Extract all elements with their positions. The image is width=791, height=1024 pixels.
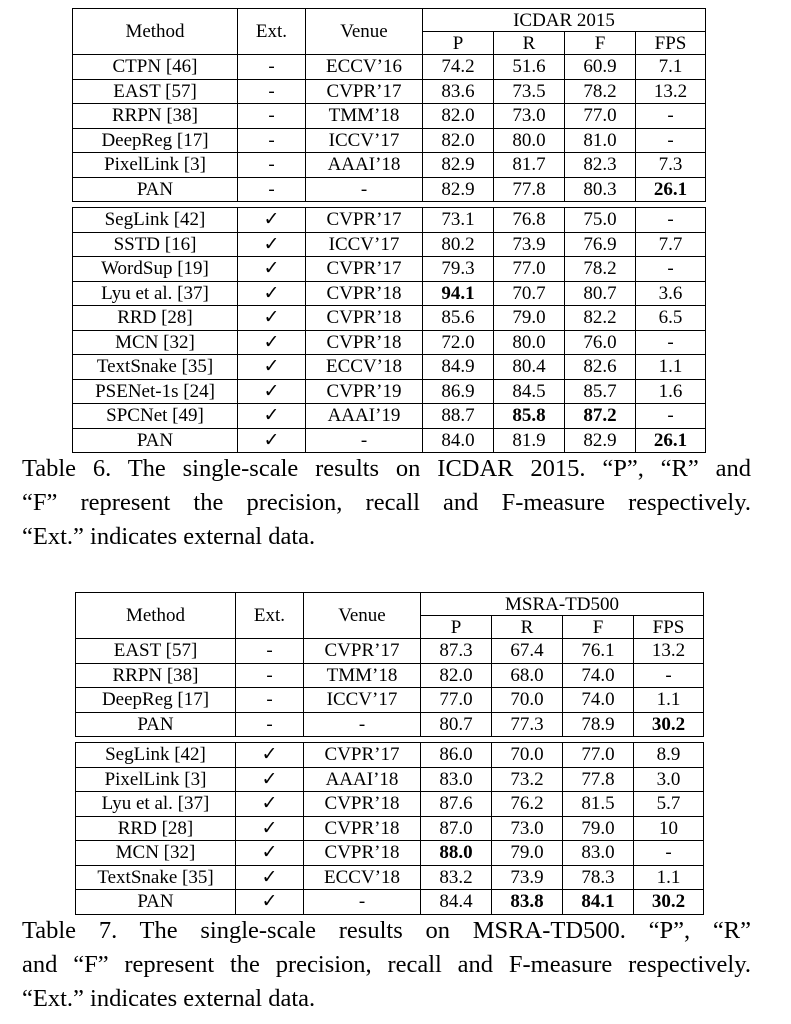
cell-venue: AAAI’19 [306, 404, 423, 429]
cell-venue: CVPR’18 [304, 841, 421, 866]
cell-f-measure: 80.7 [565, 281, 636, 306]
cell-recall: 79.0 [494, 306, 565, 331]
table-row [73, 104, 706, 129]
cell-fps: - [634, 663, 704, 688]
cell-fps: 3.6 [636, 281, 706, 306]
cell-precision: 82.0 [421, 663, 492, 688]
cell-precision: 87.6 [421, 792, 492, 817]
cell-method: DeepReg [17] [73, 128, 238, 153]
cell-venue: CVPR’17 [304, 743, 421, 768]
cell-method: PAN [73, 177, 238, 202]
table-group-ext [76, 743, 704, 915]
cell-precision: 88.0 [421, 841, 492, 866]
cell-f-measure: 76.1 [563, 639, 634, 664]
cell-f-measure: 60.9 [565, 55, 636, 80]
cell-fps: - [636, 128, 706, 153]
cell-f-measure: 78.3 [563, 865, 634, 890]
cell-recall: 73.2 [492, 767, 563, 792]
header-method: Method [76, 593, 236, 639]
cell-precision: 83.6 [423, 79, 494, 104]
cell-fps: 1.6 [636, 379, 706, 404]
cell-venue: CVPR’19 [306, 379, 423, 404]
cell-recall: 84.5 [494, 379, 565, 404]
table-row [73, 208, 706, 233]
table-row [73, 128, 706, 153]
cell-f-measure: 78.9 [563, 712, 634, 737]
table-group-ext [73, 208, 706, 453]
cell-precision: 77.0 [421, 688, 492, 713]
table-row [73, 330, 706, 355]
cell-fps: - [636, 257, 706, 282]
cell-f-measure: 82.6 [565, 355, 636, 380]
cell-precision: 87.0 [421, 816, 492, 841]
cell-recall: 81.7 [494, 153, 565, 178]
cell-precision: 72.0 [423, 330, 494, 355]
cell-recall: 83.8 [492, 890, 563, 915]
table-row [73, 177, 706, 202]
cell-f-measure: 85.7 [565, 379, 636, 404]
cell-recall: 76.8 [494, 208, 565, 233]
table-row [76, 816, 704, 841]
cell-recall: 73.9 [492, 865, 563, 890]
cell-precision: 82.9 [423, 177, 494, 202]
cell-precision: 85.6 [423, 306, 494, 331]
cell-precision: 84.0 [423, 428, 494, 453]
table-row [73, 257, 706, 282]
cell-fps: 3.0 [634, 767, 704, 792]
header-fps: FPS [636, 32, 706, 55]
cell-recall: 70.0 [492, 688, 563, 713]
cell-recall: 68.0 [492, 663, 563, 688]
cell-fps: 7.3 [636, 153, 706, 178]
table-row [76, 743, 704, 768]
table-row [76, 792, 704, 817]
table-row [76, 865, 704, 890]
cell-recall: 73.9 [494, 232, 565, 257]
cell-ext: ✓ [236, 865, 304, 890]
header-dataset: ICDAR 2015 [423, 9, 706, 32]
cell-f-measure: 74.0 [563, 663, 634, 688]
table-msra-td500 [75, 592, 704, 915]
cell-venue: ECCV’18 [304, 865, 421, 890]
cell-recall: 80.0 [494, 128, 565, 153]
table-row [73, 232, 706, 257]
cell-recall: 77.0 [494, 257, 565, 282]
cell-recall: 81.9 [494, 428, 565, 453]
cell-method: PAN [76, 712, 236, 737]
cell-recall: 79.0 [492, 841, 563, 866]
cell-ext: ✓ [238, 232, 306, 257]
table-row [76, 712, 704, 737]
cell-ext: ✓ [236, 743, 304, 768]
cell-method: WordSup [19] [73, 257, 238, 282]
cell-recall: 67.4 [492, 639, 563, 664]
cell-venue: CVPR’18 [304, 816, 421, 841]
cell-fps: 13.2 [634, 639, 704, 664]
cell-f-measure: 82.2 [565, 306, 636, 331]
cell-f-measure: 75.0 [565, 208, 636, 233]
cell-method: RRPN [38] [73, 104, 238, 129]
cell-f-measure: 77.8 [563, 767, 634, 792]
cell-fps: 1.1 [634, 865, 704, 890]
table-row [73, 428, 706, 453]
cell-precision: 74.2 [423, 55, 494, 80]
cell-method: RRD [28] [76, 816, 236, 841]
cell-fps: 30.2 [634, 890, 704, 915]
header-r: R [492, 616, 563, 639]
cell-venue: AAAI’18 [306, 153, 423, 178]
cell-method: MCN [32] [76, 841, 236, 866]
cell-venue: CVPR’17 [306, 79, 423, 104]
cell-method: EAST [57] [73, 79, 238, 104]
table-group-no-ext [76, 639, 704, 737]
header-p: P [423, 32, 494, 55]
table-row [73, 379, 706, 404]
cell-f-measure: 79.0 [563, 816, 634, 841]
cell-method: TextSnake [35] [76, 865, 236, 890]
cell-ext: ✓ [238, 379, 306, 404]
cell-f-measure: 77.0 [565, 104, 636, 129]
caption-line: “F” represent the precision, recall and F-measure respectively. [22, 489, 751, 516]
cell-fps: 1.1 [634, 688, 704, 713]
cell-f-measure: 80.3 [565, 177, 636, 202]
caption-line: “Ext.” indicates external data. [22, 523, 316, 550]
cell-precision: 82.0 [423, 104, 494, 129]
header-ext: Ext. [238, 9, 306, 55]
cell-f-measure: 81.5 [563, 792, 634, 817]
header-venue: Venue [306, 9, 423, 55]
cell-fps: 1.1 [636, 355, 706, 380]
cell-venue: - [304, 712, 421, 737]
cell-fps: 7.1 [636, 55, 706, 80]
cell-fps: 6.5 [636, 306, 706, 331]
cell-method: DeepReg [17] [76, 688, 236, 713]
cell-venue: - [306, 428, 423, 453]
cell-method: SegLink [42] [73, 208, 238, 233]
header-f: F [565, 32, 636, 55]
cell-f-measure: 77.0 [563, 743, 634, 768]
cell-fps: 13.2 [636, 79, 706, 104]
cell-venue: CVPR’17 [306, 257, 423, 282]
table-row [76, 767, 704, 792]
table-row [76, 688, 704, 713]
cell-method: Lyu et al. [37] [73, 281, 238, 306]
header-f: F [563, 616, 634, 639]
cell-precision: 88.7 [423, 404, 494, 429]
cell-ext: - [236, 712, 304, 737]
cell-ext: ✓ [238, 428, 306, 453]
header-fps: FPS [634, 616, 704, 639]
cell-method: MCN [32] [73, 330, 238, 355]
cell-venue: CVPR’18 [306, 306, 423, 331]
cell-method: SegLink [42] [76, 743, 236, 768]
cell-fps: 5.7 [634, 792, 704, 817]
cell-method: EAST [57] [76, 639, 236, 664]
cell-f-measure: 74.0 [563, 688, 634, 713]
cell-fps: 26.1 [636, 428, 706, 453]
cell-f-measure: 84.1 [563, 890, 634, 915]
cell-ext: - [236, 639, 304, 664]
cell-method: PixelLink [3] [73, 153, 238, 178]
cell-ext: ✓ [238, 208, 306, 233]
caption-line: Table 7. The single-scale results on MSRA-TD500. “P”, “R” [22, 917, 751, 944]
table-row [76, 841, 704, 866]
cell-f-measure: 76.0 [565, 330, 636, 355]
table-row [76, 663, 704, 688]
cell-f-measure: 83.0 [563, 841, 634, 866]
cell-venue: ECCV’18 [306, 355, 423, 380]
cell-recall: 80.0 [494, 330, 565, 355]
cell-ext: ✓ [236, 792, 304, 817]
cell-recall: 70.0 [492, 743, 563, 768]
cell-ext: ✓ [238, 257, 306, 282]
cell-recall: 70.7 [494, 281, 565, 306]
cell-venue: - [306, 177, 423, 202]
cell-venue: - [304, 890, 421, 915]
cell-ext: ✓ [238, 330, 306, 355]
cell-method: TextSnake [35] [73, 355, 238, 380]
cell-fps: 8.9 [634, 743, 704, 768]
cell-method: PAN [73, 428, 238, 453]
caption-line: “Ext.” indicates external data. [22, 985, 316, 1012]
cell-method: PixelLink [3] [76, 767, 236, 792]
cell-ext: - [238, 128, 306, 153]
caption-line: Table 6. The single-scale results on ICDAR 2015. “P”, “R” and [22, 455, 751, 482]
cell-ext: - [238, 177, 306, 202]
cell-recall: 77.3 [492, 712, 563, 737]
cell-fps: 26.1 [636, 177, 706, 202]
cell-precision: 80.2 [423, 232, 494, 257]
cell-fps: - [636, 404, 706, 429]
header-r: R [494, 32, 565, 55]
cell-venue: CVPR’18 [304, 792, 421, 817]
cell-ext: ✓ [238, 404, 306, 429]
cell-precision: 87.3 [421, 639, 492, 664]
table-row [73, 153, 706, 178]
cell-venue: CVPR’18 [306, 330, 423, 355]
cell-fps: - [634, 841, 704, 866]
cell-method: SPCNet [49] [73, 404, 238, 429]
cell-fps: 10 [634, 816, 704, 841]
cell-method: PAN [76, 890, 236, 915]
cell-precision: 86.9 [423, 379, 494, 404]
table-row [73, 79, 706, 104]
table-row [76, 639, 704, 664]
cell-venue: ECCV’16 [306, 55, 423, 80]
cell-venue: ICCV’17 [304, 688, 421, 713]
cell-f-measure: 87.2 [565, 404, 636, 429]
cell-method: PSENet-1s [24] [73, 379, 238, 404]
cell-ext: - [238, 79, 306, 104]
cell-recall: 76.2 [492, 792, 563, 817]
cell-fps: - [636, 330, 706, 355]
cell-ext: ✓ [236, 816, 304, 841]
cell-precision: 84.9 [423, 355, 494, 380]
cell-ext: ✓ [236, 767, 304, 792]
cell-recall: 77.8 [494, 177, 565, 202]
cell-recall: 80.4 [494, 355, 565, 380]
header-ext: Ext. [236, 593, 304, 639]
cell-precision: 83.0 [421, 767, 492, 792]
cell-precision: 86.0 [421, 743, 492, 768]
table-row [76, 890, 704, 915]
cell-venue: AAAI’18 [304, 767, 421, 792]
cell-venue: CVPR’17 [304, 639, 421, 664]
cell-recall: 51.6 [494, 55, 565, 80]
header-method: Method [73, 9, 238, 55]
table-row [73, 55, 706, 80]
cell-ext: - [238, 153, 306, 178]
cell-precision: 79.3 [423, 257, 494, 282]
cell-venue: TMM’18 [306, 104, 423, 129]
cell-ext: ✓ [238, 281, 306, 306]
cell-recall: 73.5 [494, 79, 565, 104]
cell-method: RRPN [38] [76, 663, 236, 688]
cell-venue: TMM’18 [304, 663, 421, 688]
cell-fps: - [636, 208, 706, 233]
cell-ext: - [236, 663, 304, 688]
cell-precision: 83.2 [421, 865, 492, 890]
cell-f-measure: 78.2 [565, 257, 636, 282]
cell-ext: ✓ [238, 355, 306, 380]
cell-venue: ICCV’17 [306, 232, 423, 257]
cell-f-measure: 76.9 [565, 232, 636, 257]
table-row [73, 355, 706, 380]
cell-ext: ✓ [238, 306, 306, 331]
cell-ext: - [238, 104, 306, 129]
table7-caption [22, 914, 751, 1016]
cell-fps: 7.7 [636, 232, 706, 257]
cell-f-measure: 82.9 [565, 428, 636, 453]
cell-recall: 73.0 [494, 104, 565, 129]
cell-ext: ✓ [236, 890, 304, 915]
cell-precision: 82.0 [423, 128, 494, 153]
cell-venue: CVPR’17 [306, 208, 423, 233]
cell-f-measure: 82.3 [565, 153, 636, 178]
table6-caption [22, 452, 751, 554]
cell-precision: 80.7 [421, 712, 492, 737]
caption-line: and “F” represent the precision, recall and F-measure respectively. [22, 951, 751, 978]
cell-venue: ICCV’17 [306, 128, 423, 153]
cell-precision: 84.4 [421, 890, 492, 915]
header-venue: Venue [304, 593, 421, 639]
cell-precision: 94.1 [423, 281, 494, 306]
header-p: P [421, 616, 492, 639]
cell-fps: - [636, 104, 706, 129]
table-icdar2015 [72, 8, 706, 453]
header-dataset: MSRA-TD500 [421, 593, 704, 616]
cell-method: CTPN [46] [73, 55, 238, 80]
cell-ext: - [236, 688, 304, 713]
cell-method: RRD [28] [73, 306, 238, 331]
cell-venue: CVPR’18 [306, 281, 423, 306]
cell-recall: 73.0 [492, 816, 563, 841]
cell-ext: ✓ [236, 841, 304, 866]
table-row [73, 404, 706, 429]
table-group-no-ext [73, 55, 706, 202]
cell-precision: 73.1 [423, 208, 494, 233]
cell-fps: 30.2 [634, 712, 704, 737]
cell-method: SSTD [16] [73, 232, 238, 257]
table-row [73, 306, 706, 331]
cell-ext: - [238, 55, 306, 80]
cell-f-measure: 78.2 [565, 79, 636, 104]
table-row [73, 281, 706, 306]
cell-method: Lyu et al. [37] [76, 792, 236, 817]
cell-precision: 82.9 [423, 153, 494, 178]
cell-f-measure: 81.0 [565, 128, 636, 153]
cell-recall: 85.8 [494, 404, 565, 429]
